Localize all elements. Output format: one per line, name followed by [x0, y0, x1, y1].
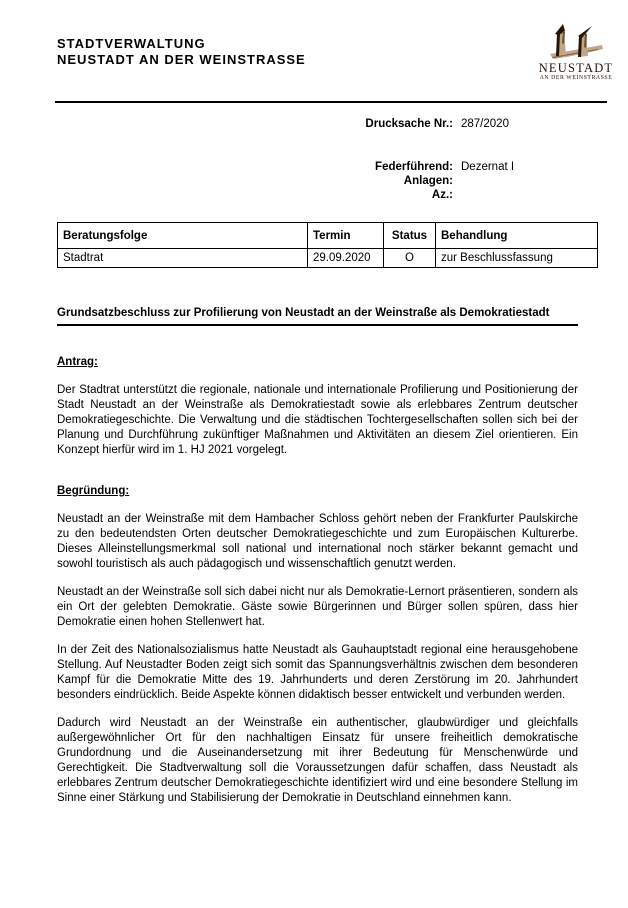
begruendung-paragraph-1: Neustadt an der Weinstraße mit dem Hambacher Schloss gehört neben der Frankfurter Paulskirche zu den bedeutendsten Orten deutscher Demokratiegeschichte und zum Europäischen Kulturerbe. Dieses Alleinstellungsmerkmal soll national und international noch stärker bekannt gemacht und sowohl touristisch als auch pädagogisch und wissenschaftlich genutzt werden.: [57, 513, 578, 570]
anlagen-label: Anlagen:: [403, 175, 453, 187]
meta-block: [57, 160, 597, 202]
begruendung-paragraph-3: In der Zeit des Nationalsozialismus hatte Neustadt als Gauhauptstadt regional eine herausgehobene Stellung. Auf Neustadter Boden zeigt sich somit das Spannungsverhältnis zwischen dem besonderen Kampf für die Demokratie Mitte des 19. Jahrhunderts und deren Zerstörung im 20. Jahrhundert besonders eindrücklich. Beide Aspekte können didaktisch besser entwickelt und verbunden werden.: [57, 644, 578, 701]
federfuehrend-row: [57, 160, 597, 174]
column-header-behandlung: Behandlung: [436, 223, 598, 249]
document-body: [57, 355, 578, 806]
federfuehrend-value: Dezernat I: [461, 161, 515, 173]
anlagen-row: [57, 174, 597, 188]
drucksache-row: [57, 117, 597, 132]
logo-city-subtitle: AN DER WEINSTRASSE: [539, 75, 613, 81]
table-header-row: [58, 223, 598, 249]
header-divider: [55, 101, 607, 103]
column-header-status: Status: [384, 223, 436, 249]
drucksache-value: 287/2020: [461, 118, 509, 130]
antrag-paragraph: Der Stadtrat unterstützt die regionale, nationale und internationale Profilierung und Positionierung der Stadt Neustadt an der Weinstraße als Demokratiestadt sowie als erlebbares Zentrum deutscher Demokratiegeschichte. Die Verwaltung und die städtischen Tochtergesellschaften sollen sich bei der Planung und Durchführung zukünftiger Maßnahmen und Aktivitäten an diesem Ziel orientieren. Ein Konzept hierfür wird im 1. HJ 2021 vorgelegt.: [57, 384, 578, 456]
stiftskirche-towers-icon: [531, 22, 621, 62]
column-header-termin: Termin: [308, 223, 384, 249]
cell-status: O: [384, 249, 436, 268]
column-header-beratungsfolge: Beratungsfolge: [58, 223, 308, 249]
beratungsfolge-table: [57, 222, 598, 268]
begruendung-paragraph-2: Neustadt an der Weinstraße soll sich dabei nicht nur als Demokratie-Lernort präsentieren, sondern als ein Ort der gelebten Demokratie. Gäste sowie Bürgerinnen und Bürger sollen spüren, dass hier Demokratie einen hohen Stellenwert hat.: [57, 586, 578, 628]
cell-behandlung: zur Beschlussfassung: [436, 249, 598, 268]
begruendung-paragraph-4: Dadurch wird Neustadt an der Weinstraße ein authentischer, glaubwürdiger und gleichfalls außergewöhnlicher Ort für den nachhaltigen Einsatz für unsere freiheitlich demokratische Grundordnung und die Auseinandersetzung mit ihrer Bedeutung für Menschenwürde und Gerechtigkeit. Die Stadtverwaltung soll die Voraussetzungen dafür schaffen, dass Neustadt als erlebbares Zentrum deutscher Demokratiegeschichte identifiziert wird und eine besondere Stellung im Sinne einer Stärkung und Stabilisierung der Demokratie in Deutschland einnehmen kann.: [57, 717, 578, 804]
az-label: Az.:: [431, 189, 453, 201]
drucksache-label: Drucksache Nr.:: [365, 118, 453, 130]
city-logo: [531, 22, 621, 82]
cell-termin: 29.09.2020: [308, 249, 384, 268]
letterhead-line1: STADTVERWALTUNG: [57, 36, 206, 51]
section-heading-antrag: Antrag:: [57, 356, 98, 368]
logo-city-name: NEUSTADT: [538, 61, 614, 75]
az-row: [57, 188, 597, 202]
cell-beratungsfolge: Stadtrat: [58, 249, 308, 268]
letterhead-line2: NEUSTADT AN DER WEINSTRASSE: [57, 52, 306, 67]
table-row: [58, 249, 598, 268]
federfuehrend-label: Federführend:: [375, 161, 453, 173]
section-heading-begruendung: Begründung:: [57, 485, 130, 497]
document-title: Grundsatzbeschluss zur Profilierung von Neustadt an der Weinstraße als Demokratiestadt: [57, 305, 578, 326]
letterhead: [57, 36, 306, 68]
